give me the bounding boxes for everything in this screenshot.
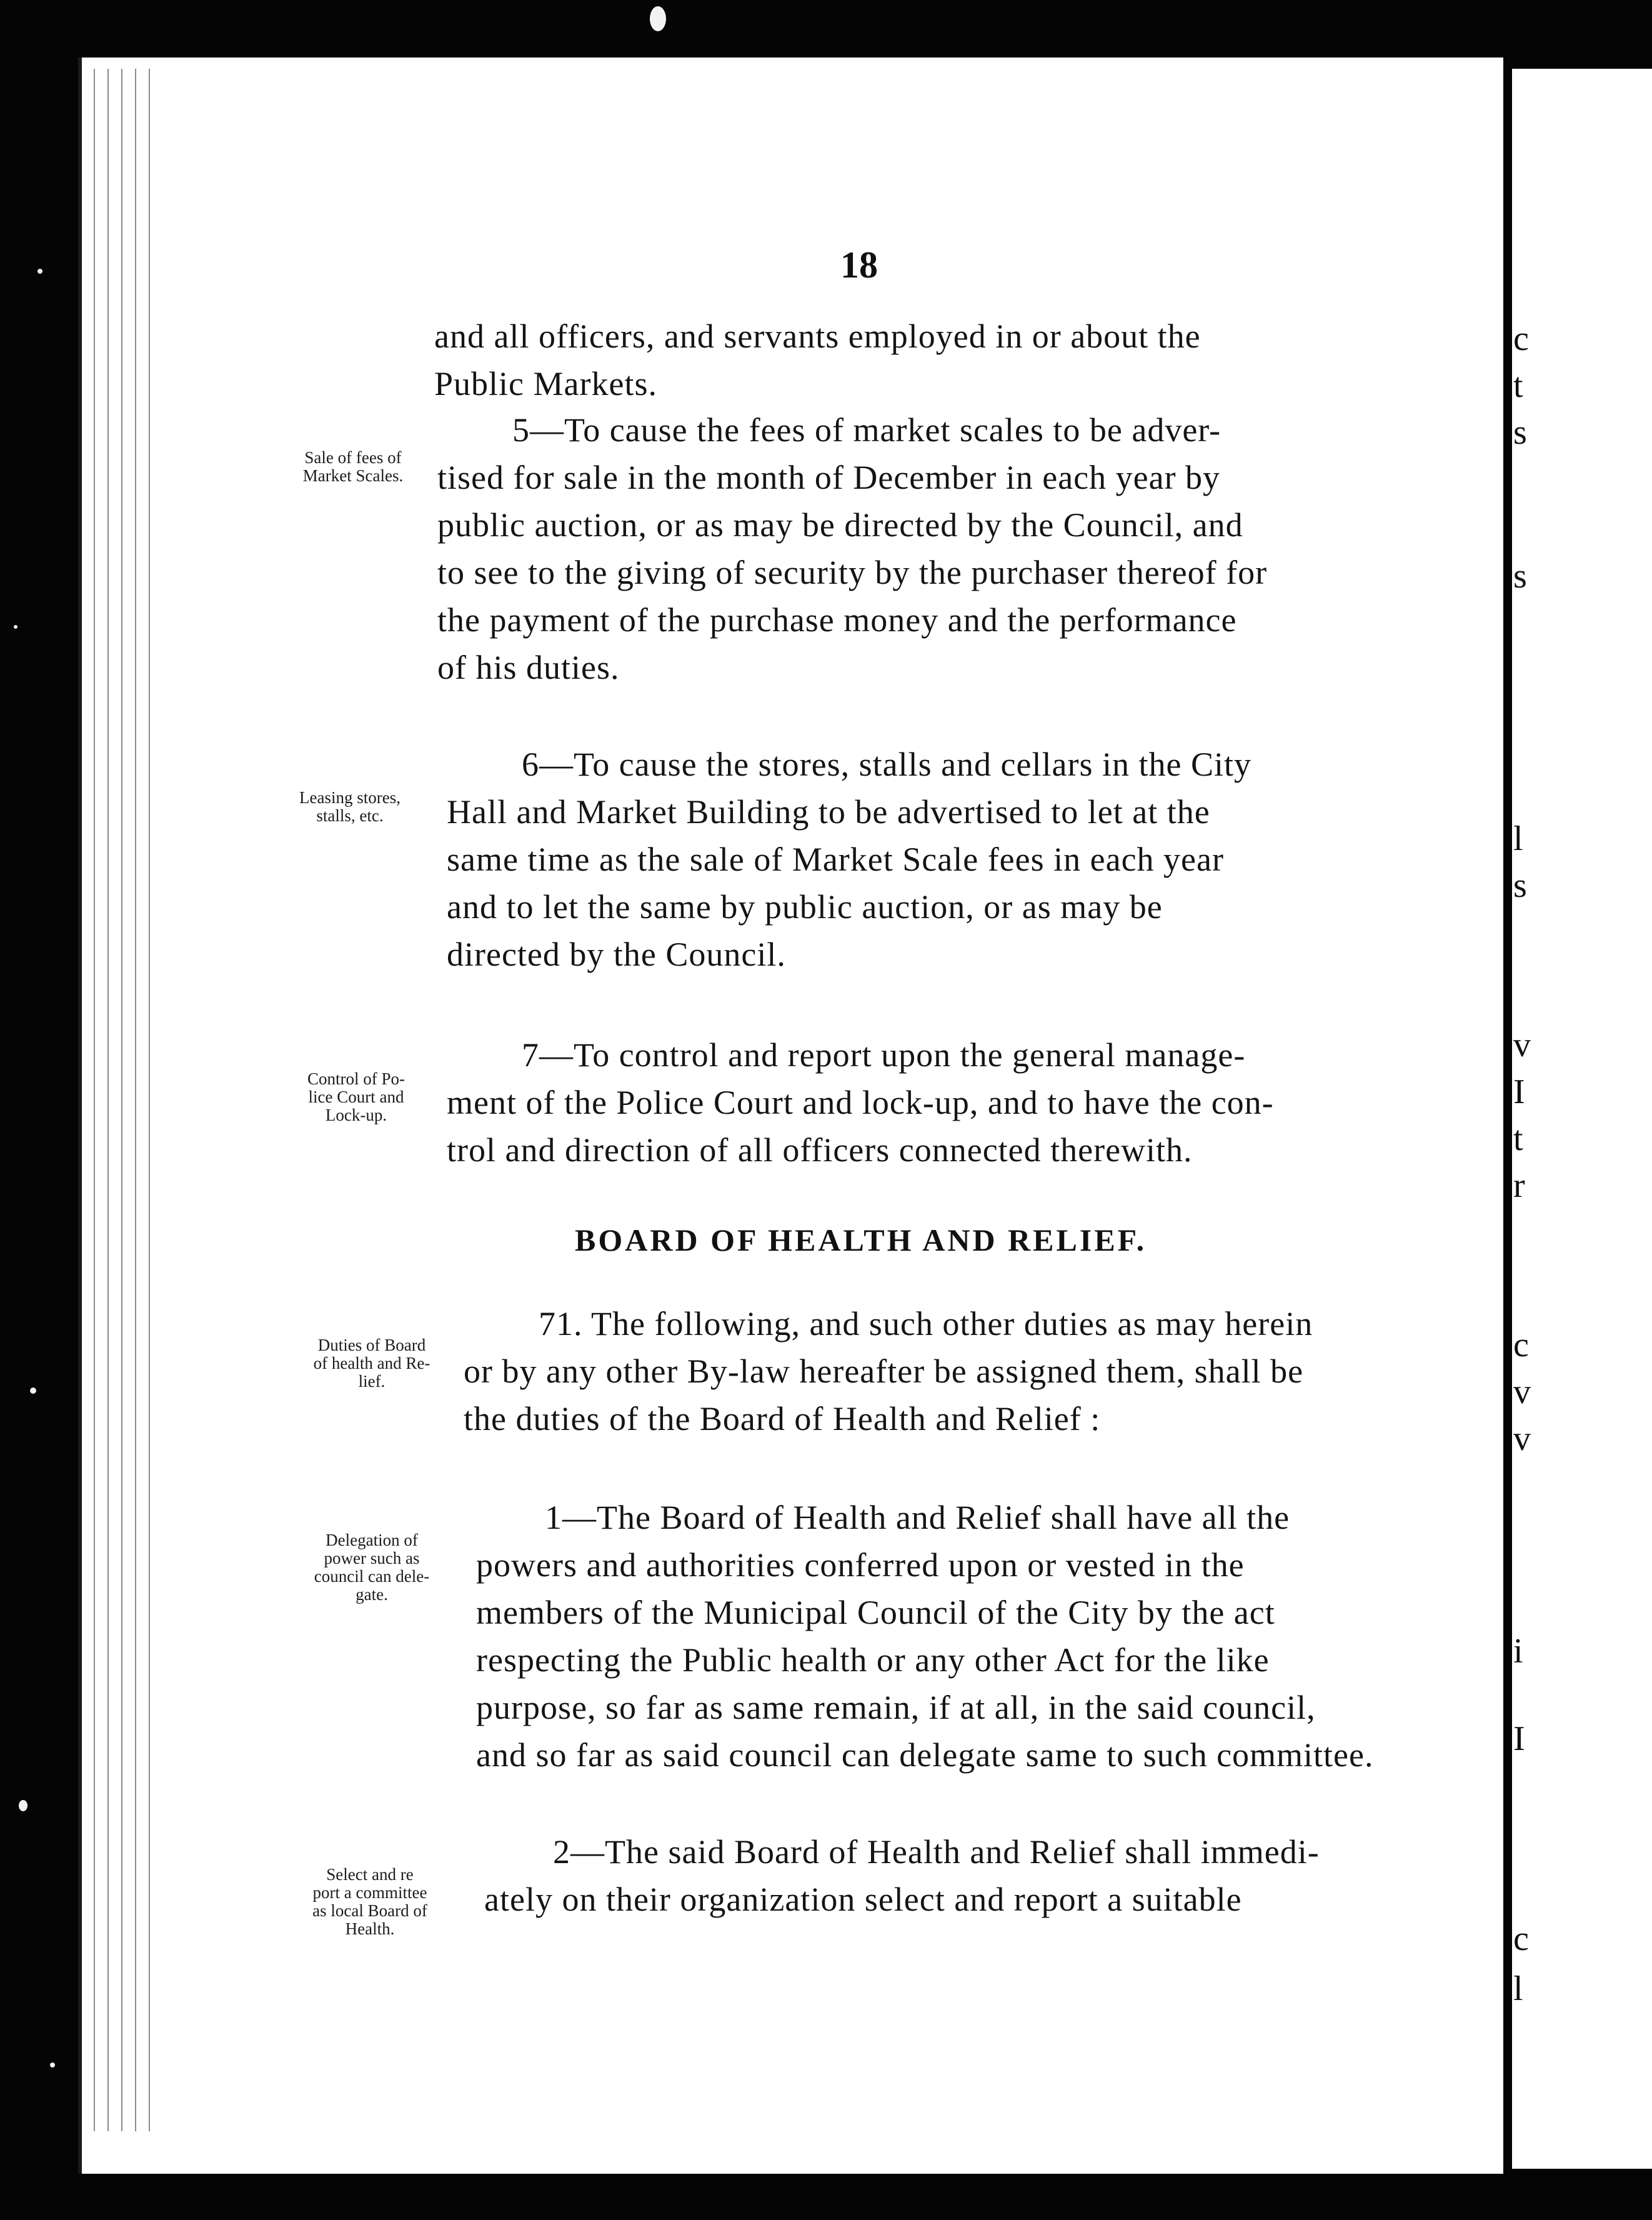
adjacent-page-fragment: l — [1513, 1969, 1523, 2008]
adjacent-page-fragment: v — [1513, 1026, 1531, 1064]
section-71-clause-1 — [476, 1494, 1374, 1779]
text-line: or by any other By-law hereafter be assigned them, shall be — [464, 1352, 1304, 1390]
text-line: and to let the same by public auction, or as may be — [447, 888, 1163, 926]
margin-note-delegation: Delegation of power such as council can dele- gate. — [314, 1531, 430, 1604]
text-line: 71. The following, and such other duties as may herein — [539, 1305, 1313, 1342]
text-line: 6—To cause the stores, stalls and cellars in the City — [522, 746, 1251, 783]
continuation-paragraph — [434, 312, 1201, 408]
text-line: public auction, or as may be directed by the Council, and — [437, 506, 1243, 544]
text-line: ately on their organization select and report a suitable — [484, 1881, 1242, 1918]
text-line: trol and direction of all officers connected therewith. — [447, 1131, 1193, 1169]
adjacent-page-fragment: v — [1513, 1372, 1531, 1411]
dust-speck — [19, 1800, 27, 1811]
adjacent-page-fragment: t — [1513, 366, 1523, 405]
adjacent-page-fragment: I — [1513, 1719, 1525, 1758]
text-line: and all officers, and servants employed in or about the — [434, 318, 1201, 355]
page-number: 18 — [840, 244, 878, 286]
margin-note-sale-of-fees: Sale of fees of Market Scales. — [302, 448, 404, 485]
text-line: directed by the Council. — [447, 936, 786, 973]
text-line: to see to the giving of security by the purchaser thereof for — [437, 554, 1268, 591]
clause-6 — [447, 741, 1251, 978]
adjacent-page-fragment: l — [1513, 819, 1523, 858]
text-line: Public Markets. — [434, 365, 657, 402]
adjacent-page-fragment: i — [1513, 1632, 1523, 1671]
margin-note-select-committee: Select and re port a committee as local Board of Health. — [312, 1865, 427, 1938]
adjacent-page-fragment: c — [1513, 1919, 1529, 1958]
text-line: purpose, so far as same remain, if at all, in the said council, — [476, 1689, 1316, 1726]
section-heading: BOARD OF HEALTH AND RELIEF. — [575, 1222, 1147, 1258]
adjacent-page-fragment: r — [1513, 1166, 1525, 1205]
text-line: ment of the Police Court and lock-up, and to have the con- — [447, 1084, 1274, 1121]
text-line: 5—To cause the fees of market scales to be adver- — [512, 411, 1222, 449]
dust-speck — [30, 1388, 36, 1394]
page-edge-stack — [87, 69, 156, 2131]
adjacent-page-fragment: s — [1513, 866, 1527, 905]
adjacent-page — [1512, 69, 1652, 2169]
text-line: same time as the sale of Market Scale fees in each year — [447, 841, 1224, 878]
text-line: Hall and Market Building to be advertised to let at the — [447, 793, 1210, 831]
section-71 — [464, 1300, 1313, 1442]
text-line: the duties of the Board of Health and Relief : — [464, 1400, 1101, 1438]
clause-5 — [437, 406, 1267, 691]
text-line: 2—The said Board of Health and Relief shall immedi- — [553, 1833, 1320, 1871]
adjacent-page-fragment: c — [1513, 319, 1529, 358]
text-line: 1—The Board of Health and Relief shall have all the — [545, 1499, 1290, 1536]
adjacent-page-fragment: v — [1513, 1419, 1531, 1458]
text-line: and so far as said council can delegate same to such committee. — [476, 1736, 1374, 1774]
text-line: members of the Municipal Council of the City by the act — [476, 1594, 1275, 1631]
dust-speck — [50, 2062, 55, 2068]
text-line: the payment of the purchase money and the performance — [437, 601, 1237, 639]
clause-7 — [447, 1031, 1274, 1174]
text-line: tised for sale in the month of December in each year by — [437, 459, 1221, 496]
adjacent-page-fragment: t — [1513, 1119, 1523, 1158]
adjacent-page-fragment: I — [1513, 1072, 1525, 1111]
text-line: respecting the Public health or any other Act for the like — [476, 1641, 1270, 1679]
adjacent-page-fragment: s — [1513, 413, 1527, 452]
dust-speck — [14, 625, 17, 629]
margin-note-duties-of-board: Duties of Board of health and Re- lief. — [313, 1336, 430, 1391]
margin-note-leasing-stores: Leasing stores, stalls, etc. — [299, 788, 401, 825]
section-71-clause-2 — [484, 1828, 1320, 1923]
adjacent-page-fragment: s — [1513, 557, 1527, 596]
dust-speck — [650, 6, 666, 31]
dust-speck — [37, 269, 42, 274]
text-line: powers and authorities conferred upon or vested in the — [476, 1546, 1245, 1584]
text-line: of his duties. — [437, 649, 620, 686]
adjacent-page-fragment: c — [1513, 1326, 1529, 1364]
text-line: 7—To control and report upon the general manage- — [522, 1036, 1246, 1074]
margin-note-police-court: Control of Po- lice Court and Lock-up. — [307, 1069, 405, 1124]
